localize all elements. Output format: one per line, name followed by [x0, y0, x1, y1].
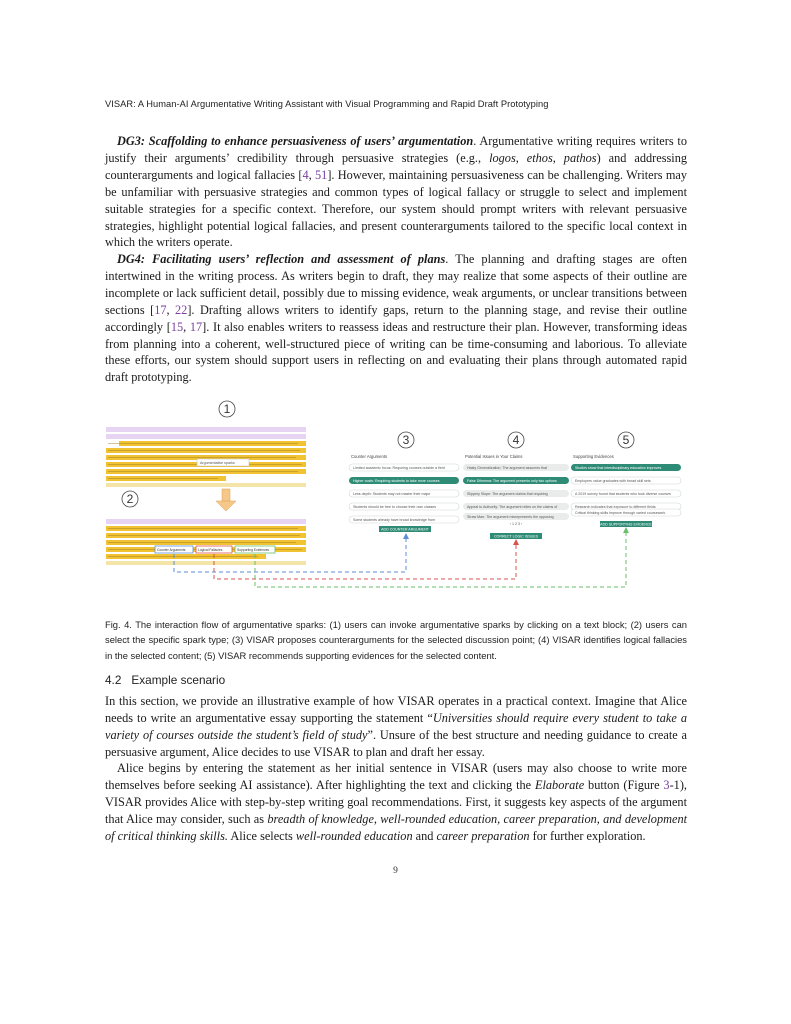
dg4-separator: , — [183, 319, 190, 334]
scenario2-italic: breadth of knowledge, well-rounded education, career preparation, and development of critical thinking skills. — [105, 811, 688, 843]
counter-argument-text: Some students already have broad knowledge from — [353, 518, 436, 522]
citation-link[interactable]: 4 — [302, 167, 309, 182]
citation-link[interactable]: 51 — [315, 167, 328, 182]
scenario2-italic: Elaborate — [534, 777, 585, 792]
page-number: 9 — [393, 866, 398, 876]
citation-link[interactable]: 15 — [170, 319, 184, 334]
scenario2-text: Alice selects — [227, 828, 296, 843]
dg4-heading: DG4: Facilitating users’ reflection and assessment of plans — [117, 252, 446, 266]
scenario2-italic: career preparation — [436, 828, 530, 843]
dg4-text: . The planning and drafting stages are often intertwined in the writing process. As writers begin to draft, they may realize that some aspects of their outline are incomplete or lack sufficient detail, possibly due to missing evidence, weak arguments, or unclear transitions between sections [ — [105, 252, 687, 317]
dg3-text: ]. However, maintaining persuasiveness can be challenging. Writers may be unfamiliar with persuasive strategies and common types of logical fallacy or struggle to select and implement suitable strategies for a specific context. Therefore, our system should prompt writers with relevant persuasive strategies, highlight potential logical fallacies, and present counterarguments tailored to the specific local context in which the writers operate. — [105, 167, 687, 250]
dg3-text: . Argumentative writing requires writers to justify their arguments’ credibility through persuasive strategies (e.g., — [105, 134, 687, 165]
scenario2-italic: well-rounded education — [295, 828, 413, 843]
add-supporting-evidence-label: ADD SUPPORTING EVIDENCE — [600, 522, 652, 527]
spark-option-counter-label: Counter Arguments — [157, 548, 186, 552]
scenario2-text: -1), VISAR provides Alice with step-by-step writing goal recommendations. First, it suggests key aspects of the argument that Alice may consider, such as — [105, 777, 687, 826]
dg4-text: ]. Drafting allows writers to identify gaps, return to the planning stage, and revise their outline accordingly [ — [105, 302, 687, 334]
marker-2-label: 2 — [126, 492, 134, 506]
dg3-italic: logos, ethos, pathos — [489, 150, 597, 165]
spark-option-evidence-label: Supporting Evidences — [237, 548, 270, 552]
dg4-text: ]. It also enables writers to reassess ideas and restructure their plan. However, transforming ideas from planning into a coherent, well-structured piece of writing can be time-consuming and laborious. To alleviate these efforts, our system should support users in reflecting on and evaluating their plans through automated rapid draft prototyping. — [105, 319, 687, 385]
scenario2-text: Alice begins by entering the statement as her initial sentence in VISAR (users may also choose to write more themselves before seeking AI assistance). After highlighting the text and clicking the — [105, 761, 687, 792]
paragraph-dg3 — [105, 133, 687, 251]
fallacy-text: Hasty Generalization: The argument assumes that — [467, 466, 548, 470]
scenario2-text: for further exploration. — [529, 828, 646, 843]
dg4-separator: , — [166, 302, 176, 317]
supporting-evidence-panel — [571, 454, 681, 527]
figure-caption: Fig. 4. The interaction flow of argumentative sparks: (1) users can invoke argumentative sparks by clicking on a text block; (2) users can select the specific spark type; (3) VISAR proposes counterarguments for the selected discussion point; (4) VISAR identifies logical fallacies in the selected content; (5) VISAR recommends supporting evidences for the selected content. — [105, 619, 687, 661]
section-title: Example scenario — [131, 673, 226, 687]
logical-fallacies-heading: Potential Issues in Your Claims — [465, 454, 523, 459]
counter-argument-text: Students should be free to choose their own classes — [353, 505, 437, 509]
evidence-text: Studies show that interdisciplinary education improves — [575, 466, 662, 470]
correct-logic-issues-label: CORRECT LOGIC ISSUES — [493, 534, 539, 539]
section-heading — [105, 673, 225, 687]
scenario1-statement: Universities should require every student to take a variety of courses outside the student’s field of study — [105, 710, 687, 742]
paragraph-scenario-2 — [105, 760, 687, 845]
marker-5-label: 5 — [622, 433, 630, 447]
figure-4 — [105, 389, 687, 601]
spark-type-menu — [155, 546, 275, 553]
fallacy-text: False Dilemma: The argument presents only two options — [467, 479, 557, 483]
dg3-separator: , — [308, 167, 316, 182]
section-number: 4.2 — [105, 673, 122, 687]
evidence-text: Research indicates that exposure to different fields — [575, 505, 656, 509]
evidence-text: A 2019 survey found that students who took diverse courses — [575, 492, 671, 496]
counter-argument-text: Higher costs: Requiring students to take more courses — [353, 479, 440, 483]
counter-argument-text: Limited academic focus: Requiring courses outside a field — [353, 466, 445, 470]
marker-3-label: 3 — [402, 433, 410, 447]
marker-1-label: 1 — [223, 402, 231, 416]
scenario2-text: and — [412, 828, 437, 843]
paragraph-scenario-1 — [105, 693, 687, 761]
fallacy-text: Appeal to Authority: The argument relies on the claims of — [467, 505, 558, 509]
paragraph-dg4 — [105, 251, 687, 386]
dg3-text: ) and addressing counterarguments and logical fallacies [ — [105, 150, 688, 182]
spark-option-fallacies-label: Logical Fallacies — [198, 548, 223, 552]
figure-4-illustration — [105, 389, 687, 601]
spark-menu-label[interactable]: Argumentative sparks — [200, 461, 235, 465]
scenario2-text: button (Figure — [584, 777, 664, 792]
dg3-heading: DG3: Scaffolding to enhance persuasiveness of users’ argumentation — [117, 134, 474, 148]
counter-arguments-heading: Counter Arguments — [351, 454, 388, 459]
scenario1-text: ”. Unsure of the best structure and needing guidance to create a persuasive argument, Alice decides to use VISAR to plan and draft her essay. — [105, 727, 687, 759]
counter-arguments-panel — [349, 454, 459, 532]
marker-4-label: 4 — [512, 433, 520, 447]
add-counter-argument-label: ADD COUNTER ARGUMENT — [381, 527, 429, 532]
fallacy-pagination[interactable]: ‹ 1 2 3 › — [509, 522, 523, 526]
evidence-text: Critical thinking skills improve through varied coursework — [575, 511, 666, 515]
supporting-evidence-heading: Supporting Evidences — [573, 454, 614, 459]
running-header: VISAR: A Human-AI Argumentative Writing Assistant with Visual Programming and Rapid Draft Prototyping — [105, 99, 549, 109]
figure-reference-link[interactable]: 3 — [663, 777, 670, 792]
scenario1-text: In this section, we provide an illustrative example of how VISAR operates in a practical context. Imagine that Alice needs to write an argumentative essay supporting the statement “ — [105, 694, 687, 725]
citation-link[interactable]: 22 — [175, 302, 188, 317]
fallacy-text: Straw Man: The argument misrepresents the opposing — [467, 515, 554, 519]
counter-argument-text: Less depth: Students may not master their major — [353, 492, 431, 496]
citation-link[interactable]: 17 — [154, 302, 167, 317]
citation-link[interactable]: 17 — [189, 319, 203, 334]
fallacy-text: Slippery Slope: The argument claims that requiring — [467, 492, 548, 496]
evidence-text: Employers value graduates with broad skill sets — [575, 479, 651, 483]
